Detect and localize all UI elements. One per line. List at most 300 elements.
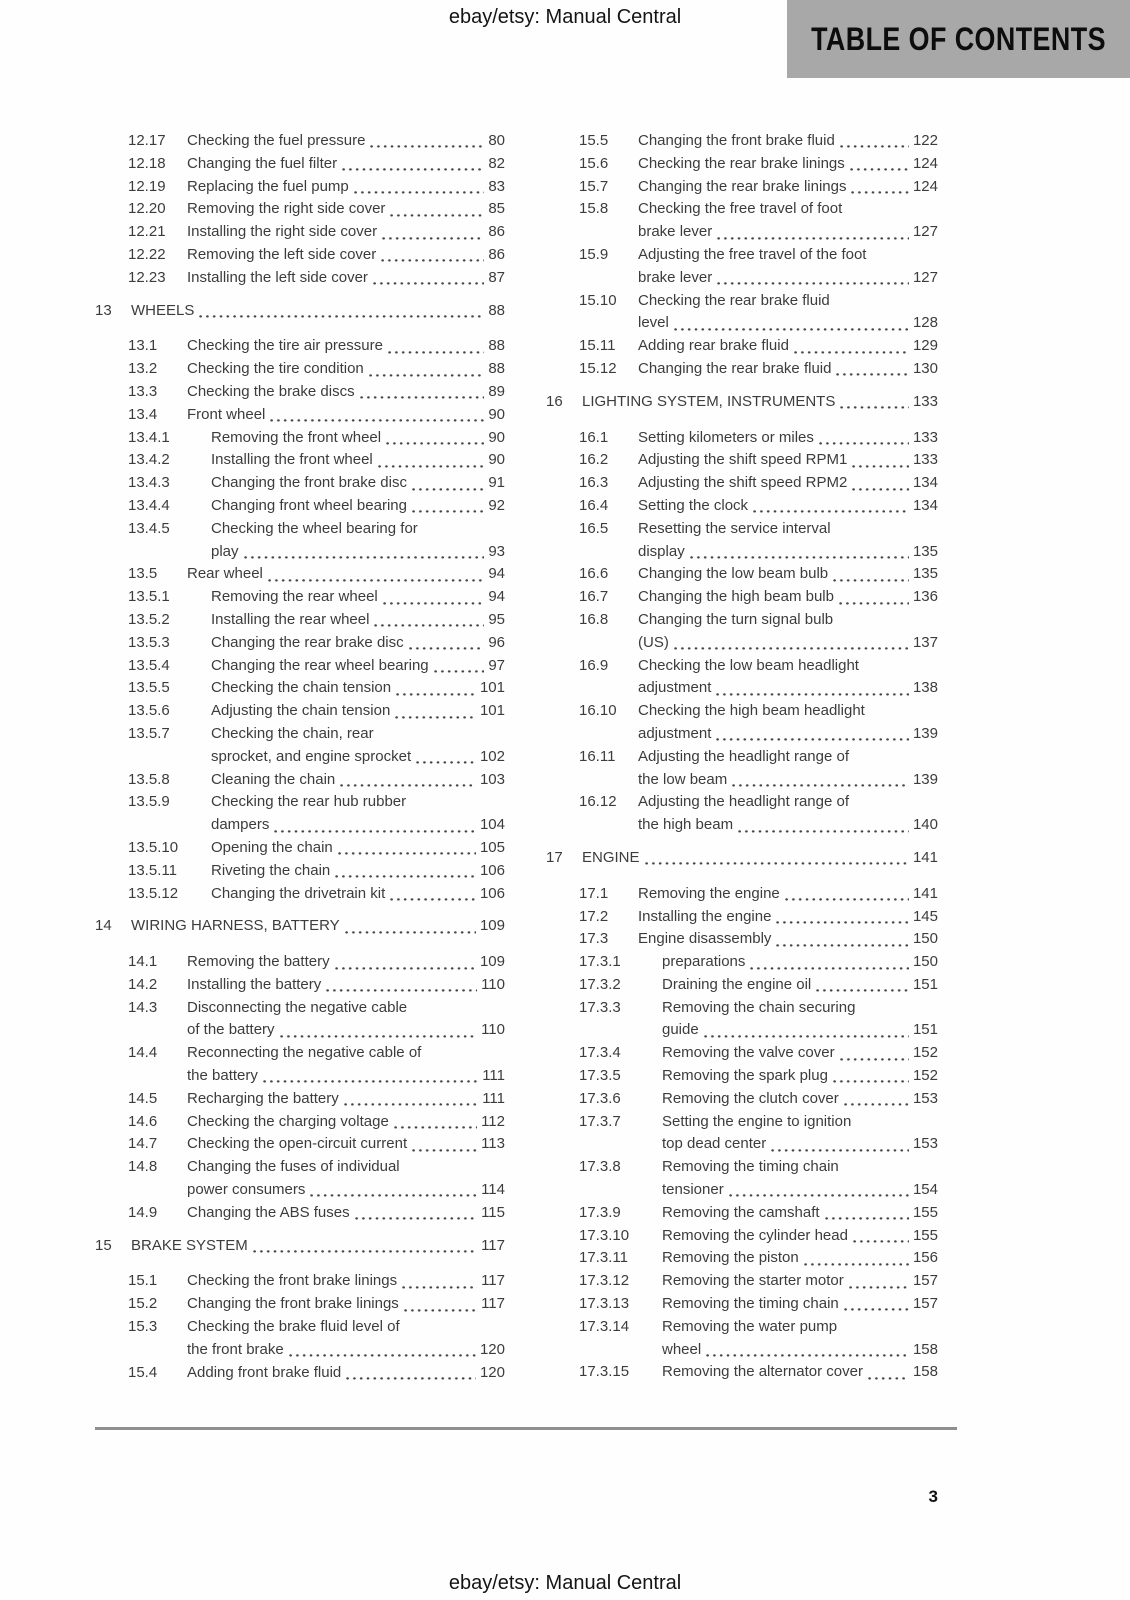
toc-item-row (95, 335, 505, 358)
toc-item-row (546, 1042, 938, 1065)
toc-item-page: 117 (481, 1272, 505, 1290)
toc-item-number: 17.3.14 (579, 1317, 630, 1335)
page-number: 3 (928, 1487, 938, 1506)
toc-item-number: 17.3.9 (579, 1203, 621, 1221)
toc-item-page: 133 (912, 451, 938, 469)
dot-leader (645, 862, 909, 866)
toc-item-row (95, 883, 505, 906)
toc-item-page: 150 (912, 953, 938, 971)
toc-item-title: Checking the rear hub rubber (211, 793, 407, 811)
toc-item-number: 13.5 (128, 565, 158, 583)
dot-leader (270, 419, 484, 423)
toc-item-line (187, 1339, 505, 1362)
toc-item-entry (662, 1202, 938, 1225)
toc-item-title: Checking the low beam headlight (638, 656, 859, 674)
toc-item-line (187, 1202, 505, 1225)
dot-leader (836, 373, 909, 377)
toc-item-title: Removing the valve cover (662, 1044, 835, 1062)
toc-item-entry (187, 404, 505, 427)
toc-item-title: display (638, 542, 685, 560)
toc-item-entry (662, 1225, 938, 1248)
toc-item-row (546, 1111, 938, 1157)
dot-leader (310, 1194, 477, 1198)
toc-item-line (638, 746, 938, 769)
toc-item-entry (187, 198, 505, 221)
toc-item-row (95, 563, 505, 586)
toc-item-line (662, 1361, 938, 1384)
toc-item-number: 16.12 (579, 793, 617, 811)
dot-leader (340, 783, 476, 787)
toc-item-page: 141 (912, 884, 938, 902)
toc-item-number: 13.4.2 (128, 451, 170, 469)
toc-item-row (546, 130, 938, 153)
toc-item-title: LIGHTING SYSTEM, INSTRUMENTS (582, 392, 836, 410)
toc-item-title: Installing the left side cover (187, 268, 368, 286)
toc-item-line (187, 1316, 505, 1339)
toc-item-page: 134 (912, 474, 938, 492)
toc-item-title: Engine disassembly (638, 930, 772, 948)
dot-leader (199, 314, 484, 318)
toc-item-title: dampers (211, 816, 270, 834)
toc-item-title: Adjusting the headlight range of (638, 793, 849, 811)
toc-item-row (95, 791, 505, 837)
dot-leader (412, 487, 484, 491)
toc-item-page: 128 (912, 314, 938, 332)
toc-item-number: 13.4.3 (128, 474, 170, 492)
dot-leader (716, 738, 909, 742)
toc-item-title: Checking the brake discs (187, 382, 355, 400)
toc-item-title: guide (662, 1021, 699, 1039)
toc-item-row (546, 655, 938, 701)
toc-item-title: preparations (662, 953, 746, 971)
toc-item-line (187, 198, 505, 221)
toc-item-page: 158 (912, 1340, 938, 1358)
toc-item-line (662, 1179, 938, 1202)
toc-item-line (662, 1247, 938, 1270)
toc-item-title: sprocket, and engine sprocket (211, 747, 412, 765)
dot-leader (825, 1217, 909, 1221)
toc-item-title: Changing the turn signal bulb (638, 610, 834, 628)
toc-item-page: 90 (488, 405, 505, 423)
toc-item-row (546, 427, 938, 450)
toc-item-line (211, 700, 505, 723)
toc-item-row (95, 518, 505, 564)
toc-item-row (546, 906, 938, 929)
toc-item-number: 14.2 (128, 975, 158, 993)
toc-item-page: 91 (488, 474, 505, 492)
toc-item-title: power consumers (187, 1181, 306, 1199)
toc-item-row (95, 1156, 505, 1202)
toc-item-title: Checking the free travel of foot (638, 200, 843, 218)
toc-item-row (546, 951, 938, 974)
toc-item-number: 13.3 (128, 382, 158, 400)
toc-item-page: 88 (488, 337, 505, 355)
toc-item-entry (211, 791, 505, 837)
toc-item-title: Installing the rear wheel (211, 610, 370, 628)
toc-item-line (187, 176, 505, 199)
toc-item-title: Changing the fuses of individual (187, 1158, 400, 1176)
toc-item-page: 106 (479, 861, 505, 879)
toc-item-page: 115 (481, 1203, 505, 1221)
toc-item-row (95, 1088, 505, 1111)
toc-item-title: Adding rear brake fluid (638, 337, 789, 355)
toc-item-page: 155 (912, 1203, 938, 1221)
toc-item-entry (211, 427, 505, 450)
toc-item-line (638, 495, 938, 518)
toc-banner-title: TABLE OF CONTENTS (811, 20, 1106, 57)
toc-item-title: WHEELS (131, 301, 195, 319)
toc-item-line (662, 1225, 938, 1248)
toc-item-entry (638, 495, 938, 518)
toc-item-line (187, 1111, 505, 1134)
dot-leader (388, 350, 484, 354)
toc-item-row (546, 244, 938, 290)
toc-item-title: Changing front wheel bearing (211, 496, 407, 514)
dot-leader (386, 441, 484, 445)
toc-item-entry (211, 860, 505, 883)
toc-item-page: 103 (479, 770, 505, 788)
toc-item-title: Changing the drivetrain kit (211, 884, 386, 902)
toc-item-line (187, 1270, 505, 1293)
toc-item-page: 154 (912, 1181, 938, 1199)
toc-item-line (582, 847, 938, 870)
toc-item-number: 14.7 (128, 1135, 158, 1153)
dot-leader (390, 213, 484, 217)
toc-item-row (95, 997, 505, 1043)
toc-item-line (638, 518, 938, 541)
toc-item-title: ENGINE (582, 848, 640, 866)
toc-item-line (638, 677, 938, 700)
dot-leader (268, 578, 484, 582)
header-watermark: ebay/etsy: Manual Central (448, 6, 682, 28)
dot-leader (412, 510, 484, 514)
dot-leader (776, 943, 909, 947)
toc-item-entry (187, 1042, 505, 1088)
toc-item-entry (187, 221, 505, 244)
dot-leader (412, 1148, 477, 1152)
toc-item-entry (638, 427, 938, 450)
toc-chapter-row (546, 847, 938, 870)
toc-item-number: 15.8 (579, 200, 609, 218)
toc-item-entry (211, 700, 505, 723)
toc-item-entry (187, 1362, 505, 1385)
toc-item-page: 82 (488, 154, 505, 172)
toc-item-title: Changing the rear brake disc (211, 633, 404, 651)
toc-item-row (95, 1293, 505, 1316)
toc-item-number: 15.10 (579, 291, 617, 309)
toc-item-entry (131, 300, 505, 323)
toc-item-line (211, 472, 505, 495)
dot-leader (750, 966, 909, 970)
toc-item-row (95, 244, 505, 267)
toc-item-entry (211, 677, 505, 700)
toc-item-row (546, 290, 938, 336)
toc-item-row (546, 974, 938, 997)
toc-item-line (662, 1088, 938, 1111)
toc-item-page: 117 (481, 1236, 505, 1254)
toc-item-line (187, 1019, 505, 1042)
toc-column-right (546, 130, 938, 1384)
toc-item-line (662, 1339, 938, 1362)
toc-item-entry (187, 1111, 505, 1134)
toc-item-number: 16 (546, 392, 563, 410)
dot-leader (394, 1125, 477, 1129)
toc-chapter-row (95, 300, 505, 323)
toc-item-number: 17.3.8 (579, 1158, 621, 1176)
toc-item-line (187, 974, 505, 997)
toc-item-line (211, 586, 505, 609)
toc-item-line (662, 1042, 938, 1065)
toc-item-line (211, 495, 505, 518)
dot-leader (345, 930, 476, 934)
toc-item-title: the battery (187, 1067, 258, 1085)
toc-item-number: 15 (95, 1236, 112, 1254)
toc-item-title: Riveting the chain (211, 861, 331, 879)
toc-item-line (211, 723, 505, 746)
toc-item-title: Adjusting the chain tension (211, 702, 391, 720)
toc-item-title: Checking the charging voltage (187, 1112, 389, 1130)
toc-item-number: 13.5.5 (128, 679, 170, 697)
toc-item-entry (638, 290, 938, 336)
toc-item-line (187, 563, 505, 586)
toc-item-line (638, 769, 938, 792)
toc-item-page: 133 (912, 428, 938, 446)
dot-leader (785, 898, 909, 902)
toc-item-row (95, 974, 505, 997)
toc-item-title: Adjusting the headlight range of (638, 747, 849, 765)
toc-item-title: top dead center (662, 1135, 767, 1153)
dot-leader (717, 282, 909, 286)
toc-item-line (662, 1065, 938, 1088)
toc-item-line (211, 883, 505, 906)
toc-item-line (211, 518, 505, 541)
toc-item-entry (211, 837, 505, 860)
toc-item-line (638, 335, 938, 358)
toc-item-page: 114 (481, 1181, 505, 1199)
toc-item-number: 16.6 (579, 565, 609, 583)
toc-item-number: 14.1 (128, 953, 158, 971)
toc-item-row (546, 883, 938, 906)
toc-item-title: Removing the timing chain (662, 1295, 839, 1313)
toc-item-entry (187, 267, 505, 290)
toc-item-page: 105 (479, 838, 505, 856)
dot-leader (674, 647, 909, 651)
toc-item-title: Replacing the fuel pump (187, 177, 349, 195)
toc-item-page: 155 (912, 1226, 938, 1244)
toc-item-title: Changing the front brake fluid (638, 132, 835, 149)
toc-item-title: Checking the tire air pressure (187, 337, 383, 355)
toc-item-page: 109 (479, 953, 505, 971)
toc-item-title: the front brake (187, 1340, 284, 1358)
toc-item-row (546, 928, 938, 951)
toc-item-row (95, 404, 505, 427)
toc-item-page: 137 (912, 633, 938, 651)
footer-rule (95, 1427, 957, 1430)
toc-item-number: 17 (546, 848, 563, 866)
toc-item-number: 13.5.4 (128, 656, 170, 674)
toc-item-line (638, 906, 938, 929)
toc-item-row (546, 1293, 938, 1316)
toc-item-title: Setting the engine to ignition (662, 1112, 852, 1130)
toc-item-line (638, 427, 938, 450)
toc-item-row (546, 1361, 938, 1384)
toc-item-page: 156 (912, 1249, 938, 1267)
toc-item-number: 15.12 (579, 359, 617, 377)
toc-item-entry (211, 883, 505, 906)
toc-item-title: Changing the rear wheel bearing (211, 656, 429, 674)
dot-leader (819, 441, 909, 445)
dot-leader (738, 829, 909, 833)
toc-item-row (546, 198, 938, 244)
toc-item-title: Removing the piston (662, 1249, 799, 1267)
toc-item-number: 17.3.11 (579, 1249, 628, 1267)
toc-item-entry (187, 1202, 505, 1225)
toc-item-line (187, 1293, 505, 1316)
toc-item-number: 13.4.4 (128, 496, 170, 514)
toc-item-entry (662, 1111, 938, 1157)
toc-item-title: Checking the high beam headlight (638, 702, 865, 720)
toc-item-row (546, 1247, 938, 1270)
toc-item-title: Removing the spark plug (662, 1067, 828, 1085)
toc-item-title: Installing the right side cover (187, 223, 378, 241)
toc-item-row (546, 563, 938, 586)
toc-item-line (638, 244, 938, 267)
dot-leader (289, 1354, 476, 1358)
toc-item-title: Removing the cylinder head (662, 1226, 848, 1244)
toc-chapter-row (95, 1235, 505, 1258)
toc-item-entry (582, 847, 938, 870)
toc-item-entry (662, 1042, 938, 1065)
toc-item-row (95, 609, 505, 632)
toc-item-entry (638, 198, 938, 244)
toc-item-entry (187, 1316, 505, 1362)
toc-item-title: (US) (638, 633, 669, 651)
toc-item-entry (662, 1065, 938, 1088)
dot-leader (402, 1285, 477, 1289)
toc-item-page: 96 (488, 633, 505, 651)
toc-item-page: 124 (912, 177, 938, 195)
toc-item-line (638, 221, 938, 244)
toc-item-number: 12.17 (128, 132, 166, 149)
toc-item-row (95, 700, 505, 723)
toc-item-title: Installing the engine (638, 907, 772, 925)
toc-banner (787, 0, 1130, 78)
dot-leader (409, 647, 485, 651)
toc-item-title: Checking the open-circuit current (187, 1135, 408, 1153)
toc-item-row (546, 335, 938, 358)
toc-item-title: Adjusting the shift speed RPM2 (638, 474, 848, 492)
toc-item-title: Checking the rear brake linings (638, 154, 845, 172)
toc-item-row (95, 267, 505, 290)
dot-leader (434, 669, 485, 673)
dot-leader (794, 350, 909, 354)
toc-item-title: Setting the clock (638, 496, 749, 514)
toc-item-entry (187, 1293, 505, 1316)
toc-item-page: 117 (481, 1295, 505, 1313)
toc-item-line (662, 1293, 938, 1316)
toc-item-page: 140 (912, 816, 938, 834)
toc-item-row (95, 1133, 505, 1156)
toc-item-page: 135 (912, 542, 938, 560)
toc-item-number: 12.18 (128, 154, 166, 172)
dot-leader (690, 555, 909, 559)
toc-item-entry (582, 391, 938, 414)
dot-leader (274, 829, 476, 833)
toc-item-title: Installing the front wheel (211, 451, 373, 469)
toc-item-number: 16.8 (579, 610, 609, 628)
dot-leader (390, 897, 476, 901)
toc-item-line (638, 541, 938, 564)
toc-item-row (546, 153, 938, 176)
toc-item-entry (638, 746, 938, 792)
toc-item-entry (638, 609, 938, 655)
toc-item-entry (638, 449, 938, 472)
toc-item-entry (187, 1156, 505, 1202)
toc-item-title: brake lever (638, 268, 713, 286)
dot-leader (816, 989, 909, 993)
toc-item-line (638, 176, 938, 199)
toc-item-row (546, 495, 938, 518)
toc-item-row (95, 427, 505, 450)
toc-item-entry (211, 632, 505, 655)
dot-leader (771, 1148, 909, 1152)
toc-item-entry (187, 951, 505, 974)
toc-item-line (662, 997, 938, 1020)
toc-item-line (638, 153, 938, 176)
toc-item-page: 95 (488, 610, 505, 628)
toc-item-row (546, 700, 938, 746)
toc-item-page: 135 (912, 565, 938, 583)
toc-item-title: Removing the timing chain (662, 1158, 839, 1176)
toc-column-left (95, 130, 505, 1384)
toc-item-entry (662, 1293, 938, 1316)
toc-item-entry (638, 655, 938, 701)
dot-leader (346, 1376, 476, 1380)
toc-item-number: 13.5.3 (128, 633, 170, 651)
toc-item-number: 13.4.5 (128, 519, 170, 537)
dot-leader (404, 1308, 477, 1312)
toc-item-number: 14.6 (128, 1112, 158, 1130)
toc-item-page: 122 (912, 132, 938, 149)
toc-item-title: Adjusting the free travel of the foot (638, 245, 867, 263)
toc-item-entry (211, 609, 505, 632)
toc-item-line (211, 609, 505, 632)
dot-leader (804, 1262, 909, 1266)
toc-item-title: Checking the chain tension (211, 679, 392, 697)
toc-item-number: 17.3.15 (579, 1363, 630, 1381)
dot-leader (378, 464, 485, 468)
dot-leader (674, 327, 909, 331)
dot-leader (851, 190, 909, 194)
toc-item-row (546, 746, 938, 792)
toc-item-entry (662, 951, 938, 974)
toc-item-line (211, 677, 505, 700)
toc-item-line (187, 1362, 505, 1385)
toc-item-title: brake lever (638, 223, 713, 241)
toc-item-line (638, 358, 938, 381)
toc-item-title: Checking the rear brake fluid (638, 291, 830, 309)
toc-item-title: Checking the front brake linings (187, 1272, 398, 1290)
toc-item-title: Installing the battery (187, 975, 322, 993)
toc-item-line (638, 267, 938, 290)
toc-item-row (546, 586, 938, 609)
toc-item-entry (638, 791, 938, 837)
toc-item-title: Removing the camshaft (662, 1203, 820, 1221)
toc-item-line (131, 1235, 505, 1258)
toc-item-page: 127 (912, 268, 938, 286)
toc-item-row (546, 449, 938, 472)
toc-item-entry (187, 381, 505, 404)
